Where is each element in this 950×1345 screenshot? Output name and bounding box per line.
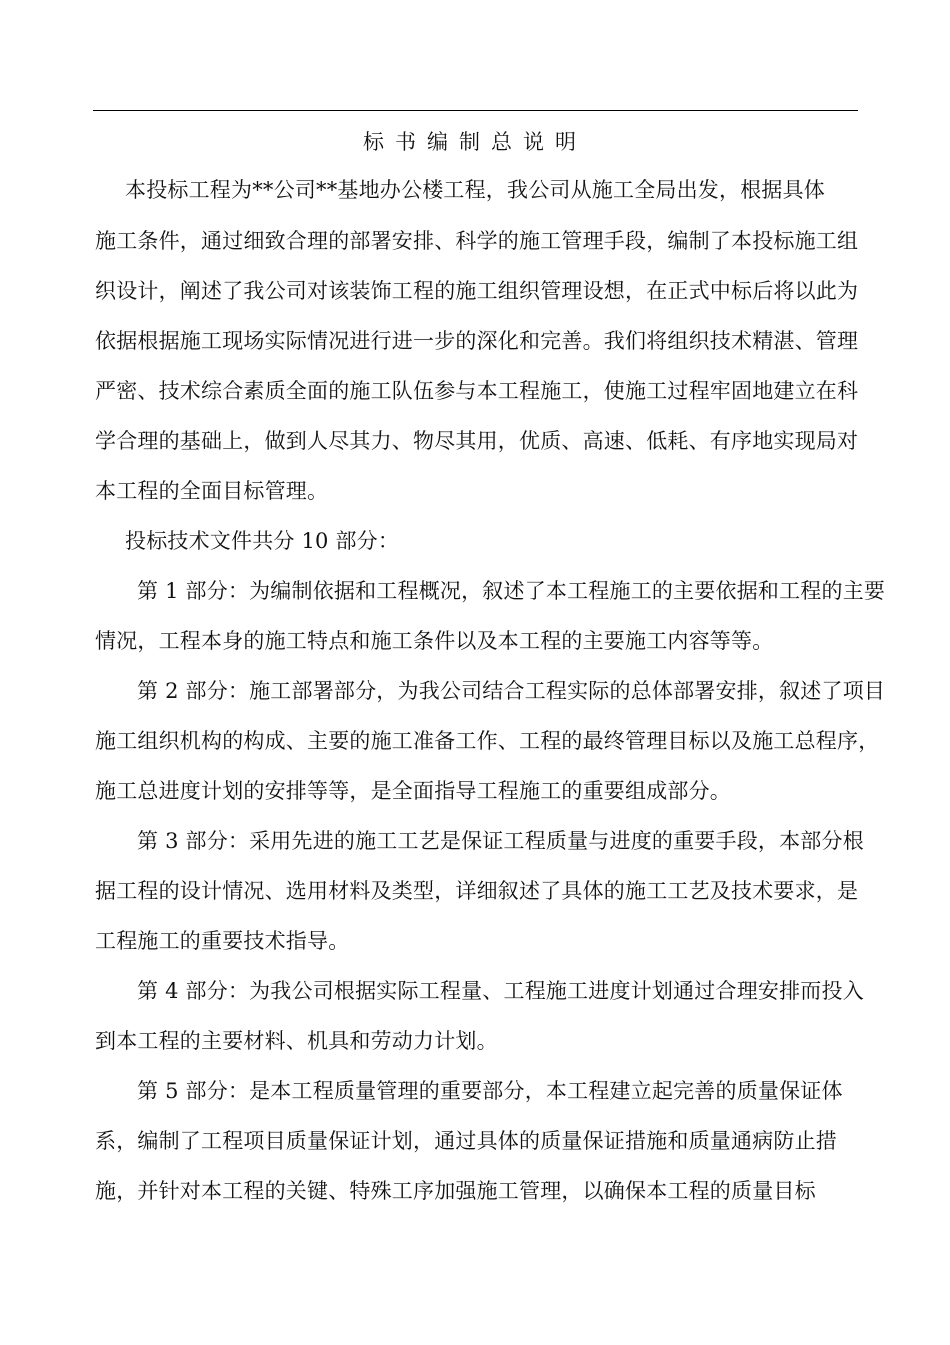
paragraph-line: 学合理的基础上，做到人尽其力、物尽其用，优质、高速、低耗、有序地实现局对 (95, 429, 859, 453)
document-title: 标书编制总说明 (363, 130, 587, 154)
paragraph-line: 施工组织机构的构成、主要的施工准备工作、工程的最终管理目标以及施工总程序， (95, 729, 880, 753)
paragraph-line: 系，编制了工程项目质量保证计划，通过具体的质量保证措施和质量通病防止措 (95, 1129, 837, 1153)
paragraph-line: 第 2 部分：施工部署部分，为我公司结合工程实际的总体部署安排，叙述了项目 (137, 679, 886, 703)
header-rule (93, 110, 858, 111)
paragraph-line: 第 5 部分：是本工程质量管理的重要部分，本工程建立起完善的质量保证体 (137, 1079, 843, 1103)
paragraph-line: 第 4 部分：为我公司根据实际工程量、工程施工进度计划通过合理安排而投入 (137, 979, 864, 1003)
paragraph-line: 第 3 部分：采用先进的施工工艺是保证工程质量与进度的重要手段，本部分根 (137, 829, 864, 853)
paragraph-line: 据工程的设计情况、选用材料及类型，详细叙述了具体的施工工艺及技术要求，是 (95, 879, 859, 903)
paragraph-line: 情况，工程本身的施工特点和施工条件以及本工程的主要施工内容等等。 (95, 629, 774, 653)
paragraph-line: 依据根据施工现场实际情况进行进一步的深化和完善。我们将组织技术精湛、管理 (95, 329, 859, 353)
paragraph-line: 严密、技术综合素质全面的施工队伍参与本工程施工，使施工过程牢固地建立在科 (95, 379, 859, 403)
paragraph-line: 施，并针对本工程的关键、特殊工序加强施工管理，以确保本工程的质量目标 (95, 1179, 816, 1203)
paragraph-line: 工程施工的重要技术指导。 (95, 929, 350, 953)
paragraph-line: 第 1 部分：为编制依据和工程概况，叙述了本工程施工的主要依据和工程的主要 (137, 579, 886, 603)
paragraph-line: 本工程的全面目标管理。 (95, 479, 329, 503)
paragraph-line: 本投标工程为**公司**基地办公楼工程，我公司从施工全局出发，根据具体 (125, 178, 825, 202)
paragraph-line: 织设计，阐述了我公司对该装饰工程的施工组织管理设想，在正式中标后将以此为 (95, 279, 859, 303)
paragraph-line: 到本工程的主要材料、机具和劳动力计划。 (95, 1029, 498, 1053)
paragraph-line: 施工条件，通过细致合理的部署安排、科学的施工管理手段，编制了本投标施工组 (95, 229, 859, 253)
paragraph-line: 施工总进度计划的安排等等，是全面指导工程施工的重要组成部分。 (95, 779, 731, 803)
paragraph-line: 投标技术文件共分 10 部分： (125, 529, 400, 553)
